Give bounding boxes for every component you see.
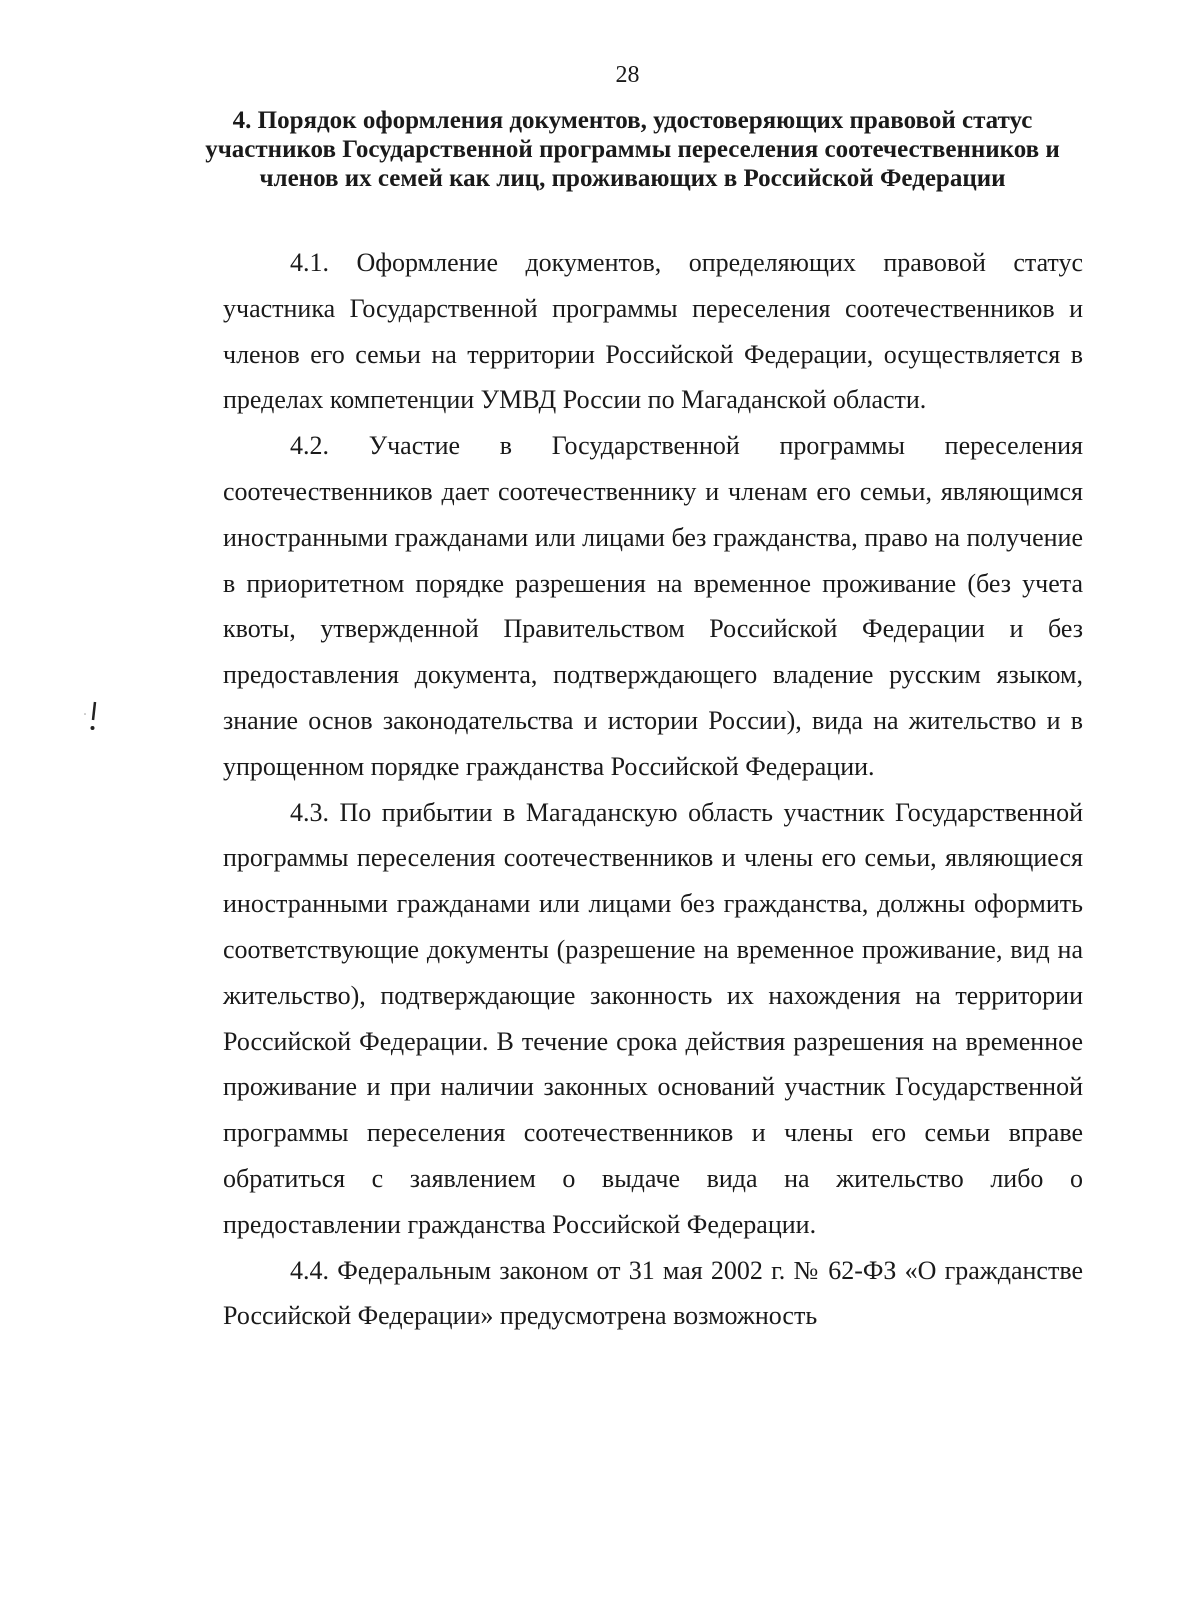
- paragraph-4-1: 4.1. Оформление документов, определяющих правовой статус участника Государственной программы переселения соотечественников и членов его семьи на территории Российской Федерации, осуществляется в пределах компетенции УМВД России по Магаданской области.: [223, 248, 1083, 415]
- scan-artifact-mark: [82, 700, 102, 740]
- paragraph-4-3: 4.3. По прибытии в Магаданскую область участник Государственной программы переселения соотечественников и члены его семьи, являющиеся иностранными гражданами или лицами без гражданства, должны оформить соответствующие документы (разрешение на временное проживание, вид на жительство), подтверждающие законность их нахождения на территории Российской Федерации. В течение срока действия разрешения на временное проживание и при наличии законных оснований участник Государственной программы переселения соотечественников и члены его семьи вправе обратиться с заявлением о выдаче вида на жительство либо о предоставлении гражданства Российской Федерации.: [223, 797, 1083, 1239]
- document-body: [223, 240, 1083, 1339]
- section-heading: 4. Порядок оформления документов, удостоверяющих правовой статус участников Государственной программы переселения соотечественников и членов их семей как лиц, проживающих в Российской Федерации: [205, 107, 1060, 192]
- paragraph-4-4: 4.4. Федеральным законом от 31 мая 2002 г. № 62-ФЗ «О гражданстве Российской Федерации» предусмотрена возможность: [223, 1255, 1083, 1331]
- paragraph-4-2: 4.2. Участие в Государственной программы переселения соотечественников дает соотечественнику и членам его семьи, являющимся иностранными гражданами или лицами без гражданства, право на получение в приоритетном порядке разрешения на временное проживание (без учета квоты, утвержденной Правительством Российской Федерации и без предоставления документа, подтверждающего владение русским языком, знание основ законодательства и истории России), вида на жительство и в упрощенном порядке гражданства Российской Федерации.: [223, 431, 1083, 781]
- page-number: 28: [615, 62, 640, 88]
